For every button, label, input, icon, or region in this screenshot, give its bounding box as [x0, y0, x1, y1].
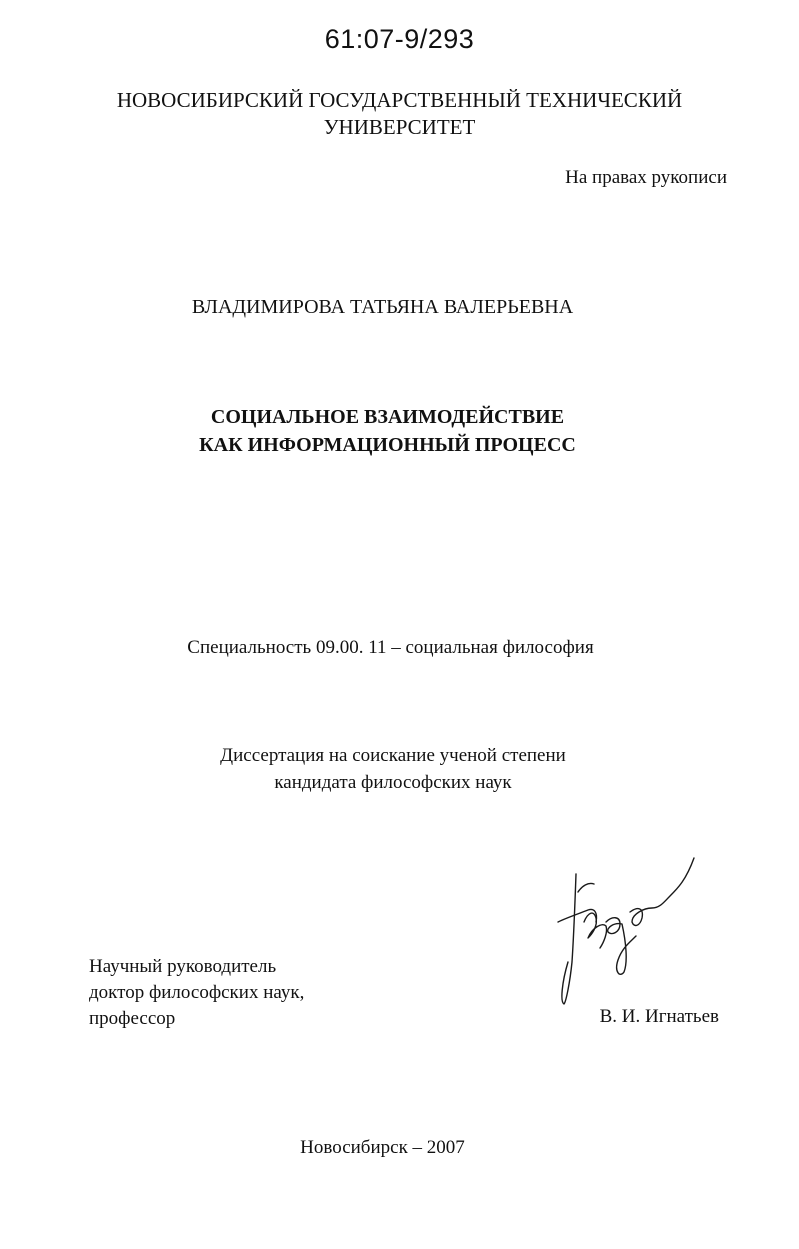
advisor-name: В. И. Игнатьев — [599, 1006, 719, 1027]
city-year: Новосибирск – 2007 — [300, 1137, 465, 1158]
advisor-line: доктор философских наук, — [89, 982, 305, 1003]
degree-line: кандидата философских наук — [274, 772, 512, 793]
university-line: УНИВЕРСИТЕТ — [323, 115, 476, 139]
title-line: КАК ИНФОРМАЦИОННЫЙ ПРОЦЕСС — [199, 434, 576, 456]
university-name — [0, 87, 799, 141]
degree-statement — [0, 742, 786, 796]
title-line: СОЦИАЛЬНОЕ ВЗАИМОДЕЙСТВИЕ — [210, 406, 565, 428]
advisor-info — [89, 954, 304, 1032]
catalog-number: 61:07-9/293 — [324, 24, 475, 54]
advisor-line: профессор — [89, 1008, 176, 1029]
advisor-line: Научный руководитель — [89, 956, 277, 977]
signature-image — [548, 852, 698, 1012]
university-line: НОВОСИБИРСКИЙ ГОСУДАРСТВЕННЫЙ ТЕХНИЧЕСКИЙ — [116, 88, 683, 112]
author-name: ВЛАДИМИРОВА ТАТЬЯНА ВАЛЕРЬЕВНА — [191, 296, 574, 318]
rights-note: На правах рукописи — [565, 167, 727, 188]
specialty: Специальность 09.00. 11 – социальная философия — [187, 637, 594, 658]
degree-line: Диссертация на соискание ученой степени — [220, 745, 566, 766]
dissertation-title — [0, 403, 775, 459]
